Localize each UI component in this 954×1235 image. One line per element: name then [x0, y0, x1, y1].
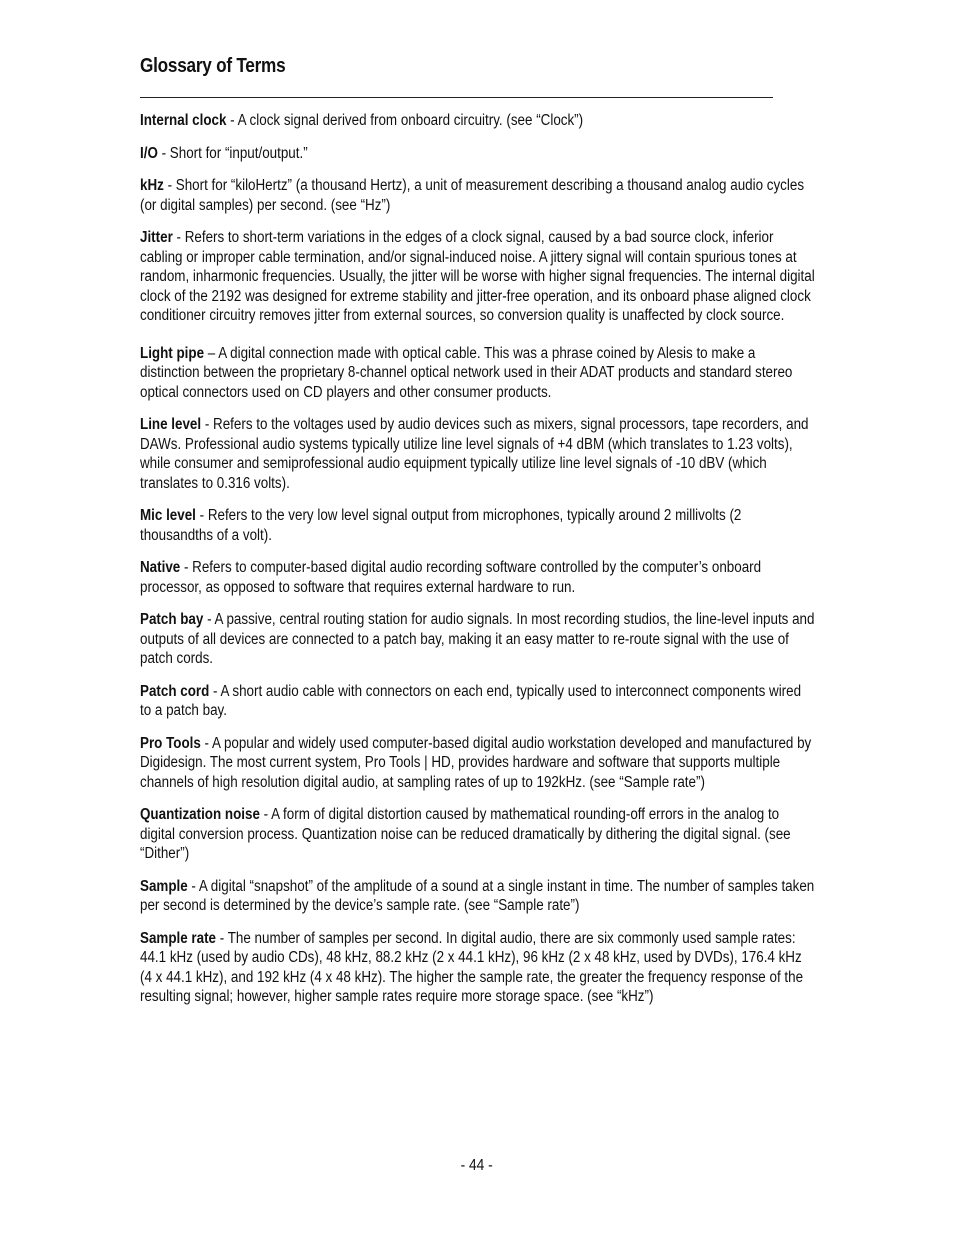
- term-separator: -: [259, 806, 272, 823]
- glossary-definition: A digital “snapshot” of the amplitude of a sound at a single instant in time. The number of samples taken per second is determined by the device’s sample rate. (see “Sample rate”): [140, 877, 815, 914]
- term-separator: -: [180, 559, 193, 576]
- title-divider: [140, 97, 773, 98]
- glossary-entry-patch-cord: [140, 682, 815, 721]
- glossary-definition: A form of digital distortion caused by mathematical rounding-off errors in the analog to digital conversion process. Quantization noise can be reduced dramatically by dithering the digital signal. (see “Dither”): [140, 806, 791, 862]
- glossary-definition: A short audio cable with connectors on each end, typically used to interconnect components wired to a patch bay.: [140, 682, 802, 719]
- glossary-term: Sample: [140, 877, 188, 895]
- glossary-entry-mic-level: [140, 506, 815, 545]
- glossary-term: Pro Tools: [140, 734, 201, 752]
- page-number: - 44 -: [460, 1157, 494, 1174]
- term-separator: -: [163, 177, 176, 194]
- term-separator: -: [200, 734, 213, 752]
- term-separator: -: [226, 112, 238, 129]
- glossary-definition: A digital connection made with optical cable. This was a phrase coined by Alesis to make a distinction between the proprietary 8-channel optical network used in their ADAT products and standard stereo optical connectors used on CD players and other consumer products.: [140, 344, 793, 401]
- glossary-term: kHz: [140, 177, 164, 194]
- term-separator: -: [216, 929, 228, 947]
- term-separator: -: [187, 877, 199, 895]
- term-separator: -: [172, 229, 185, 246]
- glossary-term: Jitter: [140, 229, 173, 246]
- glossary-definition: Refers to the voltages used by audio devices such as mixers, signal processors, tape recorders, and DAWs. Professional audio systems typically utilize line level signals of +4 dBM (which translates to 1.23 volts), while consumer and semiprofessional audio equipment typically utilize line level signals of -10 dBV (which translates to 0.316 volts).: [140, 416, 809, 492]
- glossary-term: Patch bay: [140, 611, 204, 628]
- glossary-entry-line-level: [140, 415, 815, 493]
- glossary-entry-sample-rate: [140, 929, 815, 1007]
- glossary-definition: A popular and widely used computer-based digital audio workstation developed and manufactured by Digidesign. The most current system, Pro Tools | HD, provides hardware and software that supports multiple channels of high resolution digital audio, at sampling rates of up to 192kHz. (see “Sample rate”): [140, 734, 812, 791]
- glossary-definition: Short for “input/output.”: [169, 144, 308, 162]
- glossary-entry-io: [140, 144, 815, 164]
- glossary-entry-quantization-noise: [140, 805, 815, 864]
- glossary-definition: Refers to computer-based digital audio recording software controlled by the computer’s onboard processor, as opposed to software that requires external hardware to run.: [140, 559, 762, 596]
- term-separator: -: [203, 611, 215, 628]
- glossary-term: Mic level: [140, 507, 196, 524]
- glossary-entry-pro-tools: [140, 734, 815, 793]
- glossary-term: Light pipe: [140, 344, 205, 362]
- glossary-entry-khz: [140, 176, 815, 215]
- term-separator: -: [157, 144, 170, 162]
- term-separator: -: [209, 682, 221, 700]
- glossary-definition: Refers to the very low level signal output from microphones, typically around 2 millivolts (2 thousandths of a volt).: [140, 507, 742, 544]
- term-separator: -: [195, 507, 208, 524]
- glossary-entry-internal-clock: [140, 111, 815, 131]
- glossary-entry-patch-bay: [140, 610, 815, 669]
- glossary-term: I/O: [140, 144, 158, 162]
- glossary-term: Quantization noise: [140, 806, 260, 823]
- glossary-term: Native: [140, 559, 181, 576]
- glossary-term: Internal clock: [140, 112, 227, 129]
- glossary-entry-jitter: [140, 228, 815, 326]
- glossary-definition: The number of samples per second. In digital audio, there are six commonly used sample rates: 44.1 kHz (used by audio CDs), 48 kHz, 88.2 kHz (2 x 44.1 kHz), 96 kHz (2 x 48 kHz, used by DVDs), 176.4 kHz (4 x 44.1 kHz), and 192 kHz (4 x 48 kHz). The higher the sample rate, the greater the frequency response of the resulting signal; however, higher sample rates require more storage space. (see “kHz”): [140, 929, 804, 1005]
- glossary-definition: Refers to short-term variations in the edges of a clock signal, caused by a bad source clock, inferior cabling or improper cable termination, and/or signal-induced noise. A jittery signal will contain spurious tones at random, inharmonic frequencies. Usually, the jitter will be worse with higher signal frequencies. The internal digital clock of the 2192 was designed for extreme stability and jitter-free operation, and its onboard phase aligned clock conditioner circuitry removes jitter from external sources, so conversion quality is unaffected by clock source.: [140, 229, 815, 324]
- term-separator: -: [201, 416, 214, 433]
- glossary-term: Line level: [140, 416, 202, 433]
- page-footer: [0, 1157, 954, 1175]
- glossary-term: Sample rate: [140, 929, 217, 947]
- glossary-entry-sample: [140, 877, 815, 916]
- glossary-entry-native: [140, 558, 815, 597]
- glossary-term: Patch cord: [140, 682, 210, 700]
- glossary-definition: Short for “kiloHertz” (a thousand Hertz), a unit of measurement describing a thousand analog audio cycles (or digital samples) per second. (see “Hz”): [140, 177, 805, 214]
- term-separator: –: [204, 344, 219, 362]
- glossary-list: [140, 111, 815, 1020]
- glossary-entry-light-pipe: [140, 344, 815, 403]
- page-title: Glossary of Terms: [140, 55, 286, 77]
- glossary-definition: A clock signal derived from onboard circuitry. (see “Clock”): [237, 112, 584, 129]
- glossary-definition: A passive, central routing station for audio signals. In most recording studios, the line-level inputs and outputs of all devices are connected to a patch bay, making it an easy matter to re-route signal with the use of patch cords.: [140, 611, 815, 667]
